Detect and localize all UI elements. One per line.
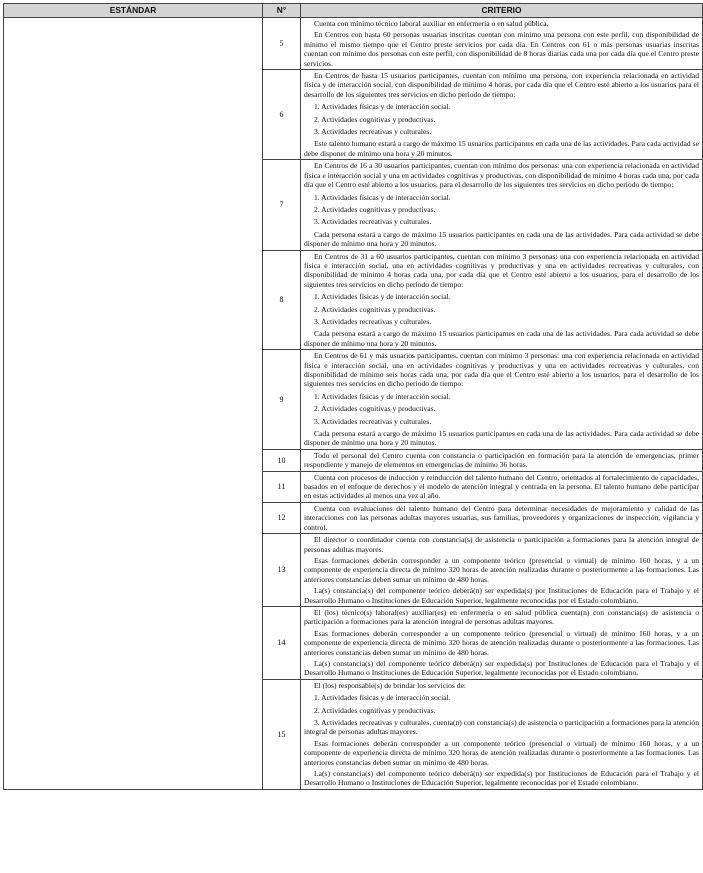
criterion-number: 13 (263, 534, 301, 607)
table-header-row (4, 4, 703, 18)
criterion-list-item: 1. Actividades físicas y de interacción social. (314, 192, 451, 202)
criterion-number: 7 (263, 160, 301, 250)
criterion-list-item: 1. Actividades físicas y de interacción social. (314, 693, 451, 703)
criterion-paragraph: En Centros de 16 a 30 usuarios participantes, cuentan con mínimo dos personas: una con experiencia relacionada en actividad física e interacción social y una en actividades cognitivas y productivas, con disponibilidad de mínimo 4 horas cada una, por cada día que el Centro esté abierto a los usuarios, para el desarrollo de los siguientes tres servicios en dicho periodo de tiempo: (304, 161, 699, 190)
criterion-paragraph: En Centros de hasta 15 usuarios participantes, cuentan con mínimo una persona, con experiencia relacionada en actividad física y de interacción social, con disponibilidad de mínimo 4 horas, por cada día que el Centro esté abierto a los usuarios para el desarrollo de los siguientes tres servicios en dicho periodo de tiempo: (304, 71, 699, 99)
criterion-text-cell (301, 70, 703, 160)
criterion-paragraph: La(s) constancia(s) del componente teórico deberá(n) ser expedida(s) por Instituciones de Educación para el Trabajo y el Desarrollo Humano o Instituciones de Educación Superior, legalmente reconocidas por el Estado colombiano. (304, 586, 699, 605)
criterion-list-item: 1. Actividades físicas y de interacción social. (314, 292, 451, 302)
criterion-list-item: 2. Actividades cognitivas y productivas. (314, 705, 436, 715)
table-row (4, 18, 703, 70)
criterion-paragraph: Este talento humano estará a cargo de máximo 15 usuarios participantes en cada una de las actividades. Para cada actividad se debe disponer de mínimo una hora y 20 minutos. (304, 139, 699, 158)
criterion-paragraph: El (los) técnico(s) laboral(es) auxiliar(es) en enfermería o en salud pública cuenta(n) con constancia(s) de asistencia o participación a formaciones para la atención integral de personas adultas mayores. (304, 607, 699, 627)
criterion-paragraph: 3. Actividades recreativas y culturales, cuenta(n) con constancia(s) de asistencia o participación a formaciones para la atención integral de personas adultas mayores. (304, 718, 700, 737)
criterion-list-item: 2. Actividades cognitivas y productivas. (314, 204, 436, 214)
criterion-list-item: 1. Actividades físicas y de interacción social. (314, 391, 451, 401)
criterion-number: 12 (263, 502, 301, 533)
table-body (4, 18, 703, 790)
criterion-list-item: 2. Actividades cognitivas y productivas. (314, 114, 436, 124)
criterion-number: 8 (263, 250, 301, 350)
criterion-paragraph: En Centros de 61 y más usuarios participantes, cuentan con mínimo 3 personas: una con experiencia relacionada en actividad física e interacción social, una en actividades cognitivas y productivas y una en actividades recreativas y culturales, con disponibilidad de mínimo seis horas cada una, por cada día que el Centro esté abierto a los usuarios, para el desarrollo de los siguientes tres servicios en dicho periodo de tiempo: (304, 351, 699, 389)
criterion-number: 6 (263, 70, 301, 160)
criterion-text-cell (301, 18, 703, 70)
criterion-paragraph: Esas formaciones deberán corresponder a un componente teórico (presencial o virtual) de mínimo 160 horas, y a un componente de experiencia directa de mínimo 320 horas de atención realizadas durante o posteriormente a las formaciones. Las anteriores constancias deben sumar un mínimo de 480 horas. (304, 738, 699, 767)
criteria-table (3, 3, 703, 790)
criterion-paragraph: Cada persona estará a cargo de máximo 15 usuarios participantes en cada una de las actividades. Para cada actividad se debe disponer de mínimo una hora y 20 minutos. (304, 429, 699, 448)
estandar-cell (4, 18, 263, 790)
header-numero: N° (263, 4, 301, 18)
criterion-list-item: 2. Actividades cognitivas y productivas. (314, 404, 436, 414)
header-estandar: ESTÁNDAR (4, 4, 263, 18)
criterion-text-cell (301, 160, 703, 250)
criterion-paragraph: El director o coordinador cuenta con constancia(s) de asistencia o participación a formaciones para la atención integral de personas adultas mayores. (304, 535, 699, 554)
criterion-text-cell (301, 606, 703, 679)
criterion-list-item: 3. Actividades recreativas y culturales. (314, 127, 432, 137)
criterion-paragraph: Todo el personal del Centro cuenta con constancia o participación en formación para la atención de emergencias, primer respondiente y manejo de elementos en emergencias de mínimo 36 horas. (304, 450, 699, 470)
criterion-paragraph: Esas formaciones deberán corresponder a un componente teórico (presencial o virtual) de mínimo 160 horas, y a un componente de experiencia directa de mínimo 320 horas de atención realizadas durante o posteriormente a las formaciones. Las anteriores constancias deben sumar un mínimo de 480 horas. (304, 628, 699, 657)
criterion-text-cell (301, 250, 703, 350)
criterion-paragraph: Cuenta con procesos de inducción y reinducción del talento humano del Centro, orientados al fortalecimiento de capacidades, basados en el enfoque de derechos y el modelo de atención integral y centrada en la persona. El talento humano debe participar en estas actividades al menos una vez al año. (304, 472, 699, 501)
criterion-paragraph: La(s) constancia(s) del componente teórico deberá(n) ser expedida(s) por Instituciones de Educación para el Trabajo y el Desarrollo Humano o Instituciones de Educación Superior, legalmente reconocidas por el Estado colombiano. (304, 658, 699, 678)
header-criterio: CRITERIO (301, 4, 703, 18)
criterion-number: 9 (263, 350, 301, 450)
criterion-text-cell (301, 471, 703, 502)
criterion-paragraph: En Centros de 31 a 60 usuarios participantes, cuentan con mínimo 3 personas: una con experiencia relacionada en actividad física e interacción social, una en actividades cognitivas y productivas y una en actividades recreativas y culturales, con disponibilidad de mínimo 4 horas cada una, por cada día que el Centro esté abierto a los usuarios, para el desarrollo de los siguientes tres servicios en dicho periodo de tiempo: (304, 251, 699, 289)
criterion-paragraph: El (los) responsable(s) de brindar los servicios de: (314, 680, 467, 690)
criterion-list-item: 2. Actividades cognitivas y productivas. (314, 304, 436, 314)
criterion-paragraph: En Centros con hasta 60 personas usuarias inscritas cuentan con mínimo una persona con este perfil, con disponibilidad de mínimo el mismo tiempo que el Centro preste servicios por cada día. En Centros con 61 o más personas usuarias inscritas cuentan con mínimo dos personas con este perfil, con disponibilidad de 8 horas diarias cada una por cada día que el Centro preste servicios. (304, 30, 699, 68)
criterion-list-item: 3. Actividades recreativas y culturales. (314, 217, 432, 227)
criterion-paragraph: Cuenta con mínimo técnico laboral auxiliar en enfermería o en salud pública. (314, 19, 549, 28)
criterion-number: 15 (263, 679, 301, 789)
criterion-number: 5 (263, 18, 301, 70)
criterion-text-cell (301, 502, 703, 533)
criterion-paragraph: Esas formaciones deberán corresponder a un componente teórico (presencial o virtual) de mínimo 160 horas, y a un componente de experiencia directa de mínimo 320 horas de atención realizadas durante o posteriormente a las formaciones. Las anteriores constancias deben sumar un mínimo de 480 horas. (304, 555, 699, 584)
criterion-paragraph: La(s) constancia(s) del componente teórico deberá(n) ser expedida(s) por Instituciones de Educación para el Trabajo y el Desarrollo Humano o Instituciones de Educación Superior, legalmente reconocidas por el Estado colombiano. (304, 769, 699, 788)
criterion-paragraph: Cada persona estará a cargo de máximo 15 usuarios participantes en cada una de las actividades. Para cada actividad se debe disponer de mínimo una hora y 20 minutos. (304, 329, 699, 348)
criterion-text-cell (301, 534, 703, 607)
criterion-paragraph: Cuenta con evaluaciones del talento humano del Centro para determinar necesidades de mejoramiento y calidad de las interacciones con las personas adultas mayores usuarias, sus familias, proveedores y organizaciones de inspección, vigilancia y control. (304, 503, 699, 532)
criterion-list-item: 3. Actividades recreativas y culturales. (314, 316, 432, 326)
criterion-text-cell (301, 350, 703, 450)
criterion-paragraph: Cada persona estará a cargo de máximo 15 usuarios participantes en cada una de las actividades. Para cada actividad se debe disponer de mínimo una hora y 20 minutos. (304, 229, 699, 249)
criterion-text-cell (301, 449, 703, 471)
criterion-list-item: 1. Actividades físicas y de interacción social. (314, 102, 451, 112)
criterion-number: 10 (263, 449, 301, 471)
criterion-text-cell (301, 679, 703, 789)
criterion-list-item: 3. Actividades recreativas y culturales. (314, 416, 432, 426)
criterion-number: 11 (263, 471, 301, 502)
criterion-number: 14 (263, 606, 301, 679)
